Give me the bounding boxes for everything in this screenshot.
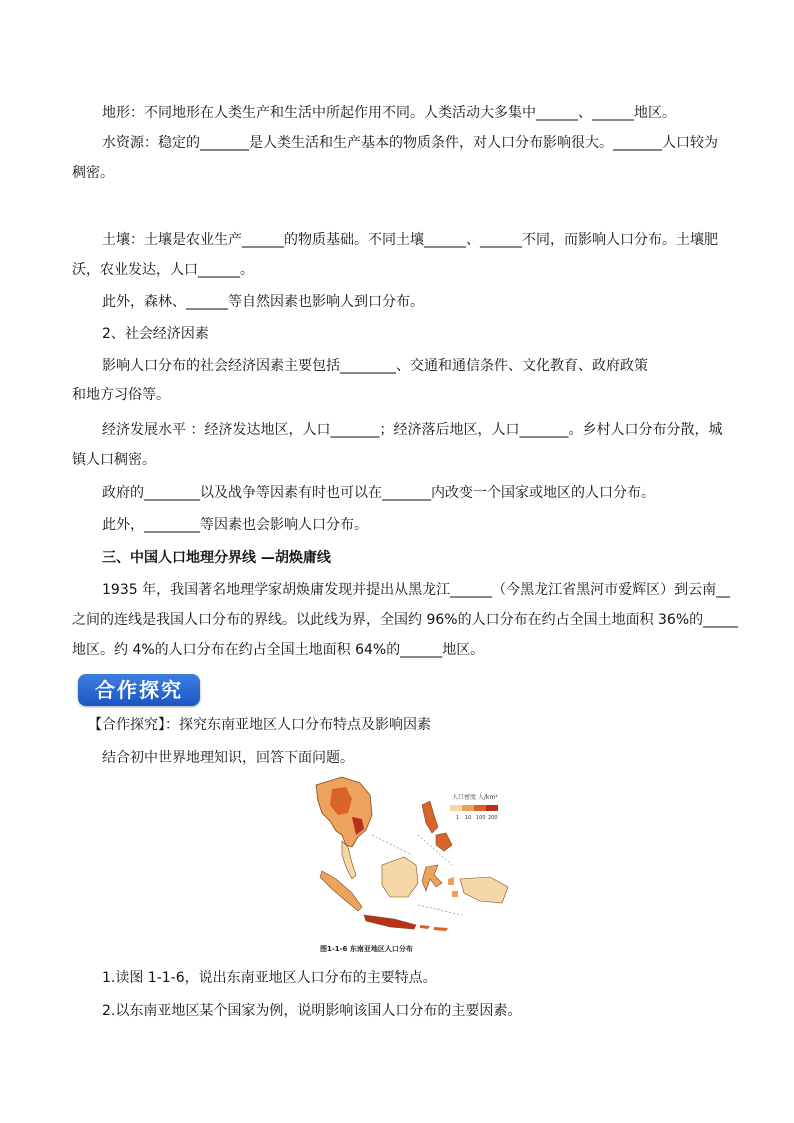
hu-line-3: 地区。约 4%的人口分布在约占全国土地面积 64%的______地区。 <box>72 642 485 658</box>
water-line-2: 稠密。 <box>72 165 114 181</box>
other-natural-factors: 此外，森林、______等自然因素也影响人到口分布。 <box>102 294 424 310</box>
question-2: 2.以东南亚地区某个国家为例，说明影响该国人口分布的主要因素。 <box>102 1003 522 1019</box>
socio-line-1: 影响人口分布的社会经济因素主要包括________、交通和通信条件、文化教育、政府政策 <box>102 358 648 374</box>
cooperation-intro: 结合初中世界地理知识，回答下面问题。 <box>102 750 354 766</box>
soil-line-1: 土壤：土壤是农业生产______的物质基础。不同土壤______、______不同，而影响人口分布。土壤肥 <box>102 232 718 248</box>
legend-tick-2: 10 <box>465 815 472 821</box>
hu-line-1: 1935 年，我国著名地理学家胡焕庸发现并提出从黑龙江______（今黑龙江省黑河市爱辉区）到云南__ <box>102 582 731 598</box>
legend-title: 人口密度 人/km² <box>452 794 498 801</box>
legend-swatch-2 <box>462 805 474 811</box>
map-figure <box>312 775 512 957</box>
cooperation-title: 【合作探究】：探究东南亚地区人口分布特点及影响因素 <box>88 717 431 733</box>
legend-tick-1: 1 <box>456 815 460 821</box>
southeast-asia-population-map <box>312 775 512 957</box>
terrain-line: 地形：不同地形在人类生产和生活中所起作用不同。人类活动大多集中______、______地区。 <box>102 105 676 121</box>
section-heading-socioeconomic: 2、社会经济因素 <box>102 326 209 342</box>
hu-line-2: 之间的连线是我国人口分布的界线。以此线为界，全国约 96%的人口分布在约占全国土地面积 36%的_____ <box>72 612 739 628</box>
other-factors-line: 此外，________等因素也会影响人口分布。 <box>102 517 368 533</box>
economy-line-2: 镇人口稠密。 <box>72 452 156 468</box>
cooperation-banner-label: 合作探究 <box>95 678 183 702</box>
map-borneo <box>382 857 418 897</box>
legend-swatch-4 <box>486 805 498 811</box>
question-1: 1.读图 1-1-6，说出东南亚地区人口分布的主要特点。 <box>102 970 437 986</box>
legend-tick-3: 100 <box>476 815 486 821</box>
legend-tick-4: 200 <box>488 815 498 821</box>
water-line-1: 水资源：稳定的_______是人类生活和生产基本的物质条件，对人口分布影响很大。_______人口较为 <box>102 135 718 151</box>
legend-swatch-1 <box>450 805 462 811</box>
soil-line-2: 沃，农业发达，人口______。 <box>72 262 254 278</box>
socio-line-2: 和地方习俗等。 <box>72 387 170 403</box>
map-caption: 图1-1-6 东南亚地区人口分布 <box>320 945 413 953</box>
economy-line-1: 经济发展水平 ：经济发达地区，人口_______；经济落后地区，人口_______。乡村人口分布分散，城 <box>102 422 723 438</box>
section-heading-hu-line: 三、中国人口地理分界线 —胡焕庸线 <box>102 550 331 566</box>
legend-swatch-3 <box>474 805 486 811</box>
government-line: 政府的________以及战争等因素有时也可以在_______内改变一个国家或地区的人口分布。 <box>102 485 655 501</box>
cooperation-banner <box>78 674 200 706</box>
